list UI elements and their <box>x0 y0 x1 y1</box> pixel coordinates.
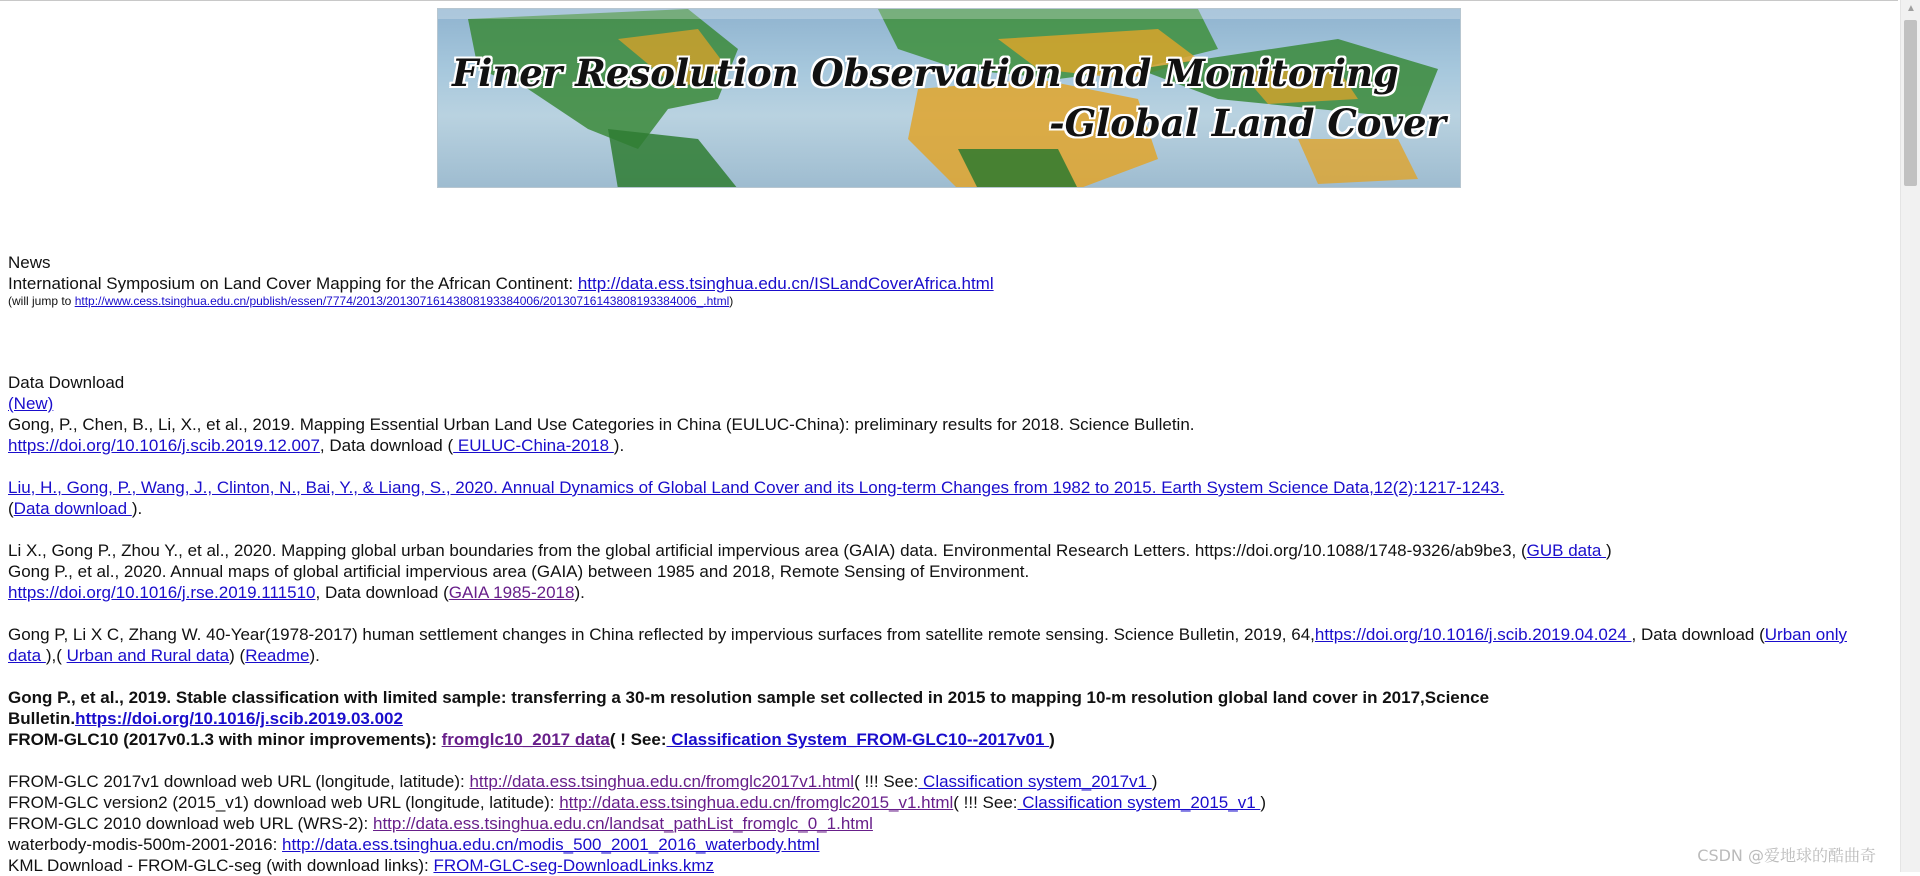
glc10-line <box>8 729 1878 750</box>
kml-link[interactable]: FROM-GLC-seg-DownloadLinks.kmz <box>433 856 715 875</box>
csdn-watermark: CSDN @爱地球的酷曲奇 <box>1697 846 1876 865</box>
liu-open: ( <box>8 499 14 518</box>
symposium-link[interactable]: http://data.ess.tsinghua.edu.cn/ISLandCoverAfrica.html <box>577 274 994 293</box>
liu-download-line <box>8 498 1878 519</box>
readme-link[interactable]: Readme <box>245 646 310 665</box>
gub-data-link[interactable]: GUB data <box>1526 541 1607 560</box>
waterbody-line <box>8 834 1878 855</box>
jump-suffix: ) <box>729 294 734 308</box>
banner-title-line2: -Global Land Cover <box>1049 101 1446 145</box>
glc2015-text: FROM-GLC version2 (2015_v1) download web URL (longitude, latitude): <box>8 793 560 812</box>
waterbody-text: waterbody-modis-500m-2001-2016: <box>8 835 283 854</box>
glc2017-link[interactable]: http://data.ess.tsinghua.edu.cn/fromglc2017v1.html <box>469 772 855 791</box>
euluc-citation: Gong, P., Chen, B., Li, X., et al., 2019. Mapping Essential Urban Land Use Categories in China (EULUC-China): preliminary results for 2018. Science Bulletin. <box>8 415 1195 434</box>
glc2010-link[interactable]: http://data.ess.tsinghua.edu.cn/landsat_pathList_fromglc_0_1.html <box>373 814 873 833</box>
glc2017-line <box>8 771 1878 792</box>
settle-doi-link[interactable]: https://doi.org/10.1016/j.scib.2019.04.024 <box>1314 625 1632 644</box>
glc10-text: FROM-GLC10 (2017v0.1.3 with minor improvements): <box>8 730 442 749</box>
euluc-mid-text: , Data download ( <box>319 436 454 455</box>
glc2015-line <box>8 792 1878 813</box>
urban-rural-link[interactable]: Urban and Rural data <box>66 646 230 665</box>
gaia-citation: Gong P., et al., 2020. Annual maps of global artificial impervious area (GAIA) between 1985 and 2018, Remote Sensing of Environment. <box>8 562 1030 581</box>
liu-download-link[interactable]: Data download <box>13 499 132 518</box>
news-heading: News <box>8 253 51 272</box>
stable-text: Gong P., et al., 2019. Stable classification with limited sample: transferring a 30-m resolution sample set collected in 2015 to mapping 10-m resolution global land cover in 2017,Science Bulletin. <box>8 688 1490 728</box>
glc2015-link[interactable]: http://data.ess.tsinghua.edu.cn/fromglc2015_v1.html <box>559 793 954 812</box>
top-border <box>0 0 1898 1</box>
gaia-download-link[interactable]: GAIA 1985-2018 <box>448 583 575 602</box>
main-content <box>8 252 1878 876</box>
glc10-class-link[interactable]: Classification System_FROM-GLC10--2017v01 <box>666 730 1050 749</box>
kml-text: KML Download - FROM-GLC-seg (with download links): <box>8 856 434 875</box>
glc10-see: ( ! See: <box>609 730 667 749</box>
waterbody-link[interactable]: http://data.ess.tsinghua.edu.cn/modis_500_2001_2016_waterbody.html <box>282 835 820 854</box>
new-link[interactable]: (New) <box>8 394 54 413</box>
glc2015-class-link[interactable]: Classification system_2015_v1 <box>1017 793 1261 812</box>
liu-close: ). <box>131 499 143 518</box>
jump-prefix: (will jump to <box>8 294 75 308</box>
gub-end: ) <box>1606 541 1612 560</box>
world-map-graphic <box>438 9 1461 188</box>
liu-citation-link[interactable]: Liu, H., Gong, P., Wang, J., Clinton, N., Bai, Y., & Liang, S., 2020. Annual Dynamics of Global Land Cover and its Long-term Changes from 1982 to 2015. Earth System Science Data,12(2):1217-1243. <box>8 478 1505 497</box>
euluc-end-text: ). <box>613 436 625 455</box>
glc2015-end: ) <box>1260 793 1267 812</box>
glc10-end: ) <box>1049 730 1055 749</box>
gub-text: Li X., Gong P., Zhou Y., et al., 2020. Mapping global urban boundaries from the global artificial impervious area (GAIA) data. Environmental Research Letters. https://doi.org/10.1088/1748-9326/ab9be3, ( <box>8 541 1527 560</box>
scrollbar-thumb[interactable] <box>1904 20 1917 186</box>
gaia-line <box>8 582 1878 603</box>
glc2010-text: FROM-GLC 2010 download web URL (WRS-2): <box>8 814 373 833</box>
glc2017-class-link[interactable]: Classification system_2017v1 <box>918 772 1152 791</box>
glc2017-see: ( !!! See: <box>854 772 919 791</box>
kml-line <box>8 855 1878 876</box>
settle-mid2: ),( <box>45 646 67 665</box>
news-jump-line <box>8 294 1878 309</box>
glc2015-see: ( !!! See: <box>953 793 1018 812</box>
settle-mid: , Data download ( <box>1631 625 1765 644</box>
settle-mid3: ) ( <box>229 646 246 665</box>
stable-paragraph <box>8 687 1878 729</box>
urban-only-link[interactable]: Urban only data <box>8 625 1847 665</box>
euluc-doi-link[interactable]: https://doi.org/10.1016/j.scib.2019.12.007 <box>8 436 320 455</box>
euluc-line <box>8 435 1878 456</box>
stable-doi-link[interactable]: https://doi.org/10.1016/j.scib.2019.03.002 <box>75 709 403 728</box>
banner-title-line1: Finer Resolution Observation and Monitoring <box>452 51 1399 95</box>
glc10-data-link[interactable]: fromglc10_2017 data <box>441 730 610 749</box>
glc2017-end: ) <box>1151 772 1158 791</box>
gub-line <box>8 540 1878 561</box>
euluc-download-link[interactable]: EULUC-China-2018 <box>453 436 614 455</box>
vertical-scrollbar[interactable] <box>1900 0 1920 872</box>
download-heading: Data Download <box>8 373 125 392</box>
glc2017-text: FROM-GLC 2017v1 download web URL (longitude, latitude): <box>8 772 470 791</box>
scroll-up-arrow-icon[interactable]: ▲ <box>1906 3 1916 14</box>
news-symposium-line <box>8 273 1878 294</box>
settlement-paragraph <box>8 624 1878 666</box>
symposium-text: International Symposium on Land Cover Mapping for the African Continent: <box>8 274 578 293</box>
gaia-doi-link[interactable]: https://doi.org/10.1016/j.rse.2019.111510 <box>8 583 316 602</box>
site-banner <box>437 8 1461 188</box>
settle-end: ). <box>309 646 320 665</box>
glc2010-line <box>8 813 1878 834</box>
settle-text: Gong P, Li X C, Zhang W. 40-Year(1978-2017) human settlement changes in China reflected by impervious surfaces from satellite remote sensing. Science Bulletin, 2019, 64, <box>8 625 1315 644</box>
jump-link[interactable]: http://www.cess.tsinghua.edu.cn/publish/essen/7774/2013/20130716143808193384006/20130716143808193384006_.html <box>74 294 730 308</box>
gaia-end: ). <box>574 583 585 602</box>
gaia-mid: , Data download ( <box>315 583 449 602</box>
